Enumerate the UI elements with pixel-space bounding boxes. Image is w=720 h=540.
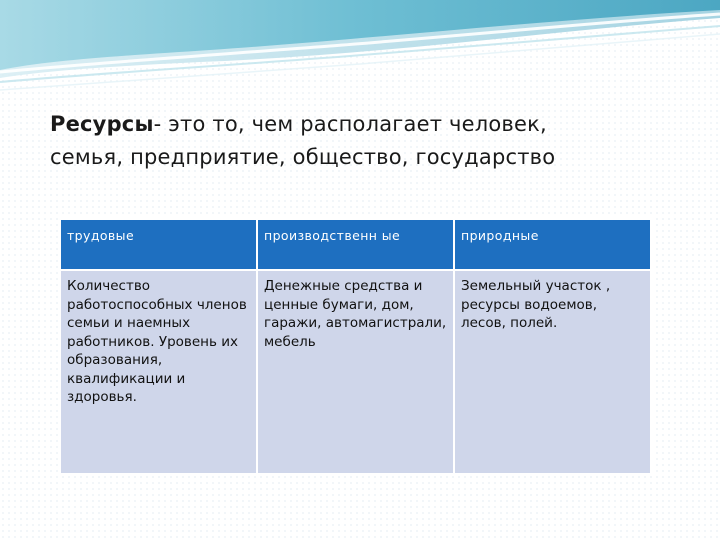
decorative-waves (0, 0, 720, 100)
cell-production: Денежные средства и ценные бумаги, дом, гаражи, автомагистрали, мебель (257, 270, 454, 474)
heading-line-1 (50, 108, 690, 141)
heading-definition-start: - это то, чем располагает человек, (153, 112, 547, 136)
slide-heading (50, 108, 690, 174)
cell-natural: Земельный участок , ресурсы водоемов, лесов, полей. (454, 270, 651, 474)
cell-labor: Количество работоспособных членов семьи и наемных работников. Уровень их образования, квалификации и здоровья. (60, 270, 257, 474)
heading-term: Ресурсы (50, 112, 154, 136)
header-natural: природные (454, 219, 651, 270)
table-header-row (60, 219, 651, 270)
header-labor: трудовые (60, 219, 257, 270)
table-row (60, 270, 651, 474)
heading-line-2: семья, предприятие, общество, государство (50, 145, 556, 169)
resources-table (59, 218, 652, 475)
header-production: производственн ые (257, 219, 454, 270)
